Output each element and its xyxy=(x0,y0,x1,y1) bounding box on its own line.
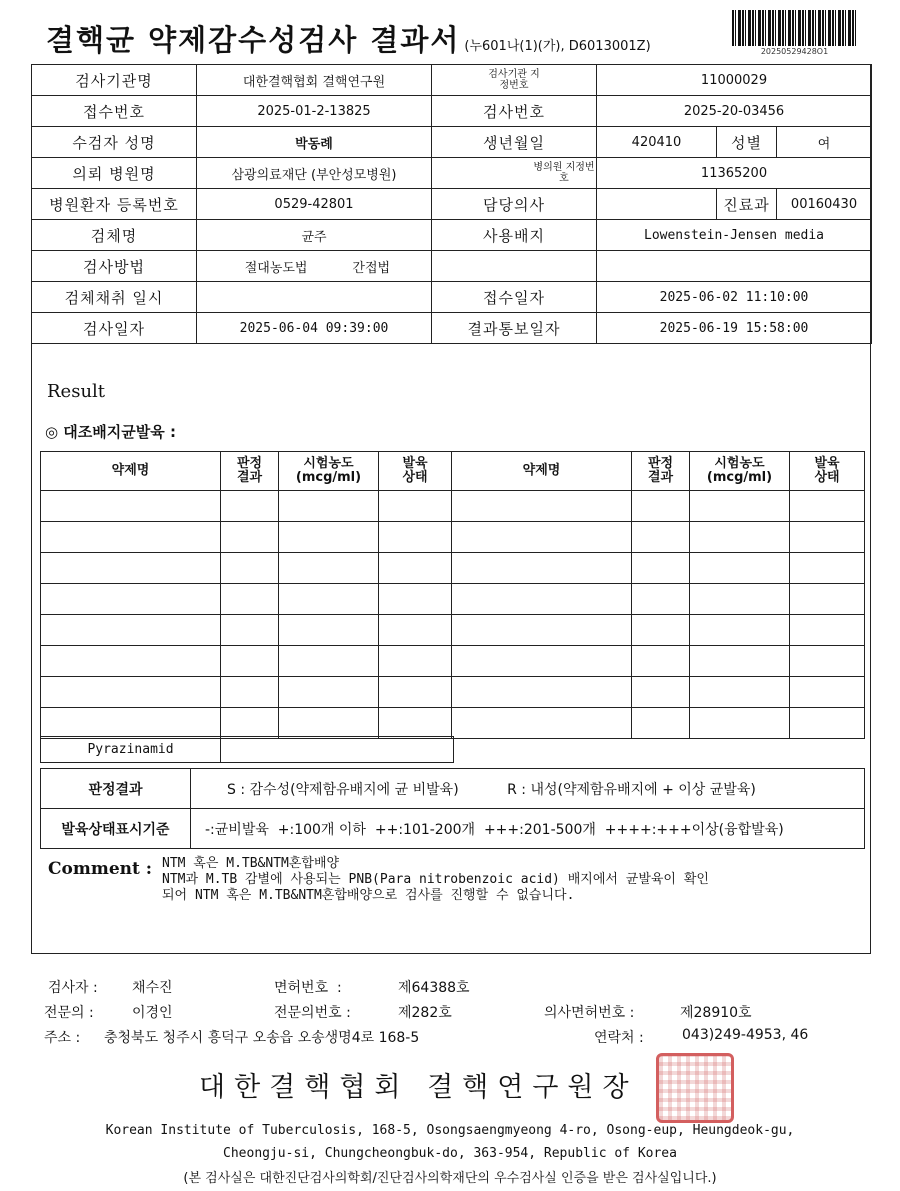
value-method-absolute: 절대농도법 xyxy=(197,251,312,282)
value-specimen: 균주 xyxy=(197,220,432,251)
label-collection-date: 검체채취 일시 xyxy=(32,282,197,313)
label-hospital: 의뢰 병원명 xyxy=(32,158,197,189)
phone: 043)249-4953, 46 xyxy=(682,1027,809,1043)
legend-growth-label: 발육상태표시기준 xyxy=(41,809,191,849)
col-concentration-2: 시험농도 (mcg/ml) xyxy=(690,452,790,491)
address-label: 주소 : xyxy=(44,1030,81,1046)
drug-table-header xyxy=(41,452,865,491)
specialist-no-label: 전문의번호 : xyxy=(274,1005,351,1021)
doctor-license-label: 의사면허번호 : xyxy=(544,1005,635,1021)
label-patient-name: 수검자 성명 xyxy=(32,127,197,158)
label-report-date: 결과통보일자 xyxy=(432,313,597,344)
col-judge: 판정 결과 xyxy=(221,452,279,491)
value-test-no: 2025-20-03456 xyxy=(597,96,872,127)
value-institution: 대한결핵협회 결핵연구원 xyxy=(197,65,432,96)
value-medium: Lowenstein-Jensen media xyxy=(597,220,872,251)
legend-row-growth xyxy=(41,809,865,849)
value-patient-name: 박동례 xyxy=(197,127,432,158)
col-growth: 발육 상태 xyxy=(379,452,452,491)
legend-growth-text: -:균비발육 +:100개 이하 ++:101-200개 +++:201-500개 ++++:+++이상(융합발육) xyxy=(191,809,865,849)
label-sex: 성별 xyxy=(717,127,777,158)
form-code: (누601나(1)(가), D6013001Z) xyxy=(464,39,651,54)
value-method-indirect: 간접법 xyxy=(312,251,432,282)
result-title: Result xyxy=(47,381,106,402)
barcode-number: 20250529428O1 xyxy=(760,47,829,56)
value-institution-id: 11000029 xyxy=(597,65,872,96)
legend-judge-s: S : 감수성(약제함유배지에 균 비발육) xyxy=(227,781,459,798)
table-row xyxy=(41,615,865,646)
value-hospital-id: 11365200 xyxy=(597,158,872,189)
certification-note: (본 검사실은 대한진단검사의학회/진단검사의학재단의 우수검사실 인증을 받은 검사실입니다.) xyxy=(183,1171,717,1186)
value-report-date: 2025-06-19 15:58:00 xyxy=(597,313,872,344)
legend-judge-text xyxy=(191,769,865,809)
doctor-license: 제28910호 xyxy=(680,1005,752,1021)
table-row xyxy=(41,491,865,522)
label-specimen: 검체명 xyxy=(32,220,197,251)
examiner-label: 검사자 : xyxy=(48,980,98,996)
official-seal xyxy=(656,1053,734,1123)
comment-line-2: NTM과 M.TB 감별에 사용되는 PNB(Para nitrobenzoic acid) 배지에서 균발육이 확인 xyxy=(162,872,709,887)
label-test-date: 검사일자 xyxy=(32,313,197,344)
label-method: 검사방법 xyxy=(32,251,197,282)
table-row xyxy=(41,677,865,708)
value-receipt-no: 2025-01-2-13825 xyxy=(197,96,432,127)
value-test-date: 2025-06-04 09:39:00 xyxy=(197,313,432,344)
license-number: 제64388호 xyxy=(398,980,470,996)
comment-line-1: NTM 혹은 M.TB&NTM혼합배양 xyxy=(162,856,340,871)
value-registration-no: 0529-42801 xyxy=(197,189,432,220)
value-hospital: 삼광의료재단 (부안성모병원) xyxy=(197,158,432,189)
table-row xyxy=(41,522,865,553)
label-registration-no: 병원환자 등록번호 xyxy=(32,189,197,220)
value-receipt-date: 2025-06-02 11:10:00 xyxy=(597,282,872,313)
col-judge-2: 판정 결과 xyxy=(632,452,690,491)
col-drug-name: 약제명 xyxy=(41,452,221,491)
col-drug-name-2: 약제명 xyxy=(452,452,632,491)
document-title xyxy=(46,18,651,59)
value-birthdate: 420410 xyxy=(597,127,717,158)
label-hospital-id: 병의원 지정번호 xyxy=(432,158,597,189)
title-text: 결핵균 약제감수성검사 결과서 xyxy=(46,23,461,57)
control-growth-label: ◎ 대조배지균발육 : xyxy=(45,423,176,441)
label-medium: 사용배지 xyxy=(432,220,597,251)
specialist-label: 전문의 : xyxy=(44,1005,94,1021)
label-institution: 검사기관명 xyxy=(32,65,197,96)
label-test-no: 검사번호 xyxy=(432,96,597,127)
license-label: 면허번호 : xyxy=(274,980,342,996)
examiner-name: 채수진 xyxy=(132,980,173,996)
table-row xyxy=(41,584,865,615)
table-row xyxy=(41,553,865,584)
barcode xyxy=(732,10,857,46)
specialist-no: 제282호 xyxy=(398,1005,452,1021)
specialist-name: 이경인 xyxy=(132,1005,173,1021)
comment-label: Comment : xyxy=(48,859,153,879)
institute-name: 대한결핵협회 결핵연구원장 xyxy=(199,1072,638,1103)
label-birthdate: 생년월일 xyxy=(432,127,597,158)
col-growth-2: 발육 상태 xyxy=(790,452,865,491)
label-receipt-no: 접수번호 xyxy=(32,96,197,127)
value-sex: 여 xyxy=(777,127,872,158)
comment-text xyxy=(162,856,852,904)
pyrazinamide-label: Pyrazinamid xyxy=(41,737,221,763)
drug-result-table xyxy=(40,451,865,739)
legend-row-judge xyxy=(41,769,865,809)
comment-line-3: 되어 NTM 혹은 M.TB&NTM혼합배양으로 검사를 진행할 수 없습니다. xyxy=(162,888,575,903)
label-receipt-date: 접수일자 xyxy=(432,282,597,313)
label-department: 진료과 xyxy=(717,189,777,220)
english-address-line-1: Korean Institute of Tuberculosis, 168-5, Osongsaengmyeong 4-ro, Osong-eup, Heungdeok-gu, xyxy=(105,1123,795,1138)
value-department: 00160430 xyxy=(777,189,872,220)
pyrazinamide-value xyxy=(221,737,454,763)
legend-judge-r: R : 내성(약제함유배지에 + 이상 균발육) xyxy=(507,781,756,798)
phone-label: 연락처 : xyxy=(594,1030,644,1046)
table-row xyxy=(41,646,865,677)
legend-judge-label: 판정결과 xyxy=(41,769,191,809)
col-concentration: 시험농도 (mcg/ml) xyxy=(279,452,379,491)
english-address-line-2: Cheongju-si, Chungcheongbuk-do, 363-954, Republic of Korea xyxy=(223,1146,677,1161)
label-doctor: 담당의사 xyxy=(432,189,597,220)
label-institution-id: 검사기관 지정번호 xyxy=(432,65,597,96)
address: 충청북도 청주시 흥덕구 오송읍 오송생명4로 168-5 xyxy=(104,1030,420,1046)
table-row xyxy=(41,708,865,739)
legend-table xyxy=(40,768,865,849)
pyrazinamide-table xyxy=(40,736,454,763)
